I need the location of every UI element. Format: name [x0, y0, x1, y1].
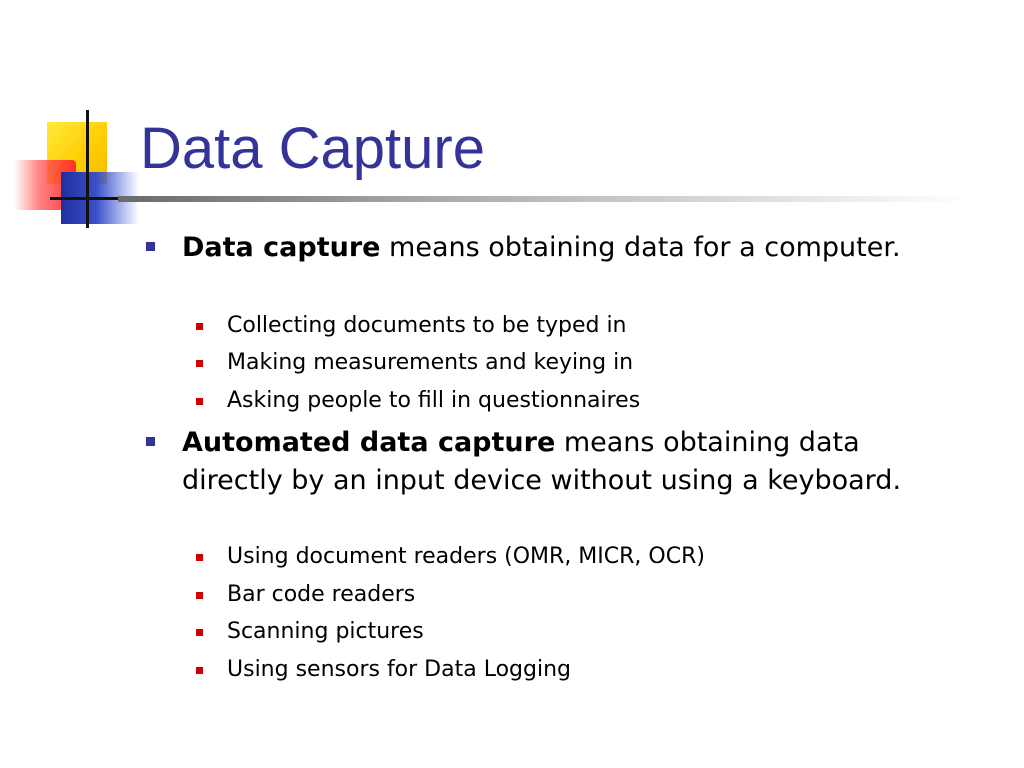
sub-bullet-text: Using sensors for Data Logging — [227, 657, 571, 682]
sub-bullet-item — [227, 580, 967, 610]
bullet-text: means obtaining data directly by an input device without using a keyboard. — [182, 427, 902, 496]
sub-bullet-square-icon — [196, 592, 203, 599]
bullet-square-icon — [146, 242, 155, 251]
sub-bullet-item — [227, 542, 967, 572]
sub-bullet-item — [227, 311, 967, 341]
sub-bullet-item — [227, 348, 967, 378]
bullet-item — [182, 424, 962, 500]
sub-bullet-square-icon — [196, 323, 203, 330]
sub-bullet-text: Scanning pictures — [227, 619, 424, 644]
sub-bullet-text: Bar code readers — [227, 582, 416, 607]
slide-title: Data Capture — [140, 116, 485, 181]
bullet-term: Automated data capture — [182, 427, 556, 458]
bullet-term: Data capture — [182, 232, 381, 263]
sub-bullet-item — [227, 617, 967, 647]
sub-bullet-text: Using document readers (OMR, MICR, OCR) — [227, 544, 705, 569]
sub-bullet-square-icon — [196, 360, 203, 367]
bullet-text: means obtaining data for a computer. — [380, 232, 901, 263]
sub-bullet-square-icon — [196, 398, 203, 405]
sub-bullet-text: Collecting documents to be typed in — [227, 313, 627, 338]
sub-bullet-text: Making measurements and keying in — [227, 350, 634, 375]
sub-bullet-square-icon — [196, 629, 203, 636]
bullet-item — [182, 229, 962, 267]
sub-bullet-square-icon — [196, 667, 203, 674]
sub-bullet-text: Asking people to fill in questionnaires — [227, 388, 641, 413]
sub-bullet-square-icon — [196, 554, 203, 561]
sub-bullet-item — [227, 386, 967, 416]
bullet-square-icon — [146, 437, 155, 446]
sub-bullet-item — [227, 655, 967, 685]
